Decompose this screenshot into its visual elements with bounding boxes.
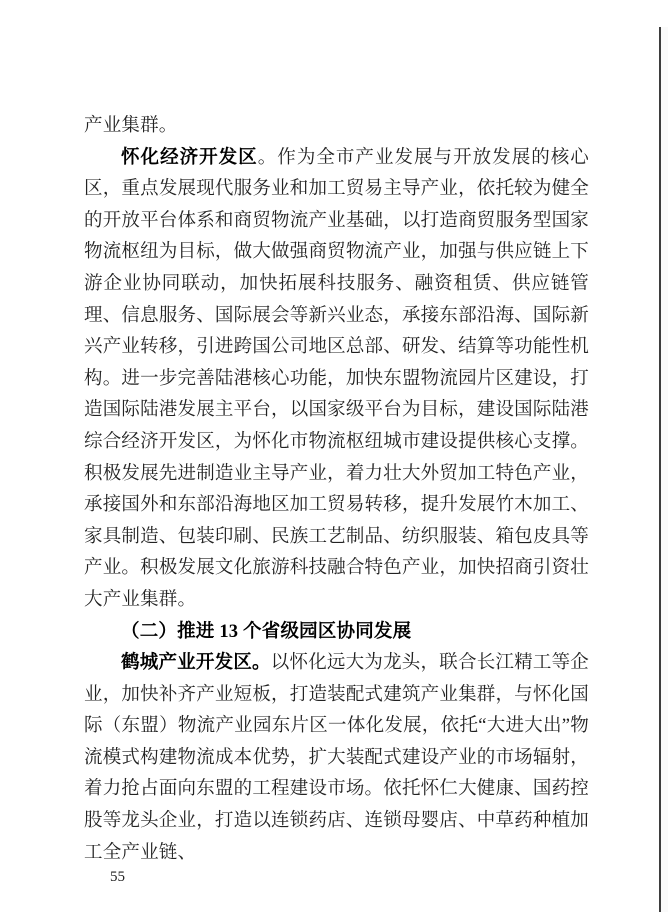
page-number: 55 [110, 869, 125, 885]
text-run-bold: 鹤城产业开发区。 [121, 653, 271, 674]
heading-section-two [84, 617, 589, 649]
text-block [84, 111, 589, 869]
text-run: 。作为全市产业发展与开放发展的核心区，重点发展现代服务业和加工贸易主导产业，依托较为健全的开放平台体系和商贸物流产业基础，以打造商贸服务型国家物流枢纽为目标，做大做强商贸物流产业，加强与供应链上下游企业协同联动，加快拓展科技服务、融资租赁、供应链管理、信息服务、国际展会等新兴业态，承接东部沿海、国际新兴产业转移，引进跨国公司地区总部、研发、结算等功能性机构。进一步完善陆港核心功能，加快东盟物流园片区建设，打造国际陆港发展主平台，以国家级平台为目标，建设国际陆港综合经济开发区，为怀化市物流枢纽城市建设提供核心支撑。积极发展先进制造业主导产业，着力壮大外贸加工特色产业，承接国外和东部沿海地区加工贸易转移，提升发展竹木加工、家具制造、包装印刷、民族工艺制品、纺织服装、箱包皮具等产业。积极发展文化旅游科技融合特色产业，加快招商引资壮大产业集群。 [84, 147, 589, 610]
text-run-bold: 怀化经济开发区 [121, 147, 258, 168]
scan-edge-strip [661, 27, 668, 912]
scan-edge-line [659, 27, 661, 912]
text-run-bold: （二）推进 13 个省级园区协同发展 [121, 621, 412, 642]
para-continuation [84, 111, 589, 143]
text-run: 产业集群。 [84, 116, 178, 136]
para-hecheng-industrial-development-zone [84, 648, 589, 869]
text-run: 以怀化远大为龙头，联合长江精工等企业，加快补齐产业短板，打造装配式建筑产业集群，与怀化国际（东盟）物流产业园东片区一体化发展，依托“大进大出”物流模式构建物流成本优势，扩大装配式建设产业的市场辐射，着力抢占面向东盟的工程建设市场。依托怀仁大健康、国药控股等龙头企业，打造以连锁药店、连锁母婴店、中草药种植加工全产业链、 [84, 653, 589, 863]
para-huaihua-economic-development-zone [84, 143, 589, 617]
